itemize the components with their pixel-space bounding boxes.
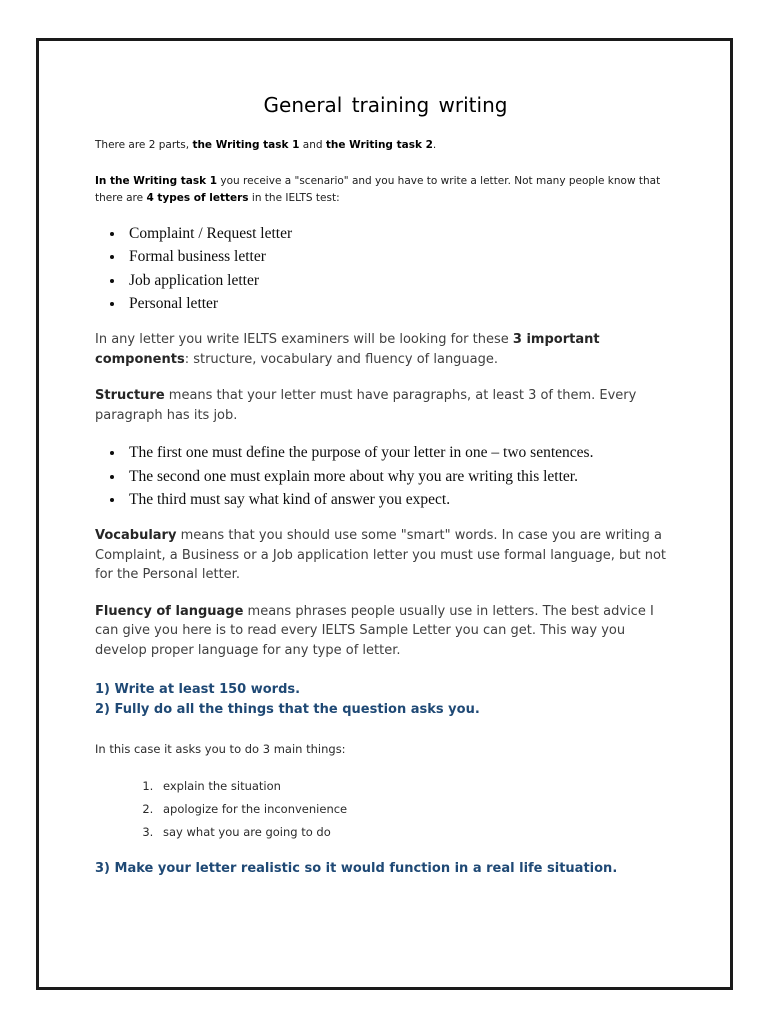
letter-types-list [125, 224, 676, 314]
paragraph-task1 [95, 173, 676, 206]
case-steps-list [157, 779, 676, 840]
structure-rules-list [125, 443, 676, 509]
bold-text-run: Structure [95, 388, 165, 404]
text-run: means that you should use some "smart" words. In case you are writing a Complaint, a Business or a Job application letter you must use formal language, but not for the Personal letter. [95, 528, 667, 583]
rule-2-heading: 2) Fully do all the things that the question asks you. [95, 701, 480, 717]
blue-rules-block [95, 680, 676, 719]
list-item: 2. apologize for the inconvenience [157, 802, 676, 817]
text-run: There are 2 parts, [95, 139, 193, 151]
list-item: 3. say what you are going to do [157, 825, 676, 840]
rule-3-heading: 3) Make your letter realistic so it would function in a real life situation. [95, 861, 618, 877]
document-title: General training writing [263, 93, 508, 117]
list-item: • The first one must define the purpose of your letter in one – two sentences. [125, 443, 676, 462]
paragraph-vocabulary [95, 526, 676, 585]
text-run: : structure, vocabulary and fluency of language. [184, 351, 499, 367]
text-run: means phrases people usually use in letters. The best advice I can give you here is to read every IELTS Sample Letter you can get. This way you develop proper language for any type of letter. [95, 603, 654, 658]
list-item: • Formal business letter [125, 247, 676, 266]
list-item: 1. explain the situation [157, 779, 676, 794]
bold-text-run: 4 types of letters [146, 191, 249, 204]
list-item: • Personal letter [125, 294, 676, 313]
paragraph-structure [95, 386, 676, 425]
paragraph-components [95, 330, 676, 369]
text-run: In any letter you write IELTS examiners will be looking for these [95, 332, 513, 348]
list-item: • The third must say what kind of answer you expect. [125, 490, 676, 509]
list-item: • Job application letter [125, 271, 676, 290]
list-item: • Complaint / Request letter [125, 224, 676, 243]
bold-text-run: 3 important components [95, 332, 600, 367]
page-border [36, 38, 733, 990]
paragraph-intro [95, 137, 676, 153]
bold-text-run: the Writing task 1 [192, 139, 300, 151]
text-run: and [299, 139, 326, 151]
text-run: in the IELTS test: [248, 191, 340, 204]
paragraph-fluency [95, 602, 676, 661]
rule-1-heading: 1) Write at least 150 words. [95, 682, 301, 698]
text-run: means that your letter must have paragraphs, at least 3 of them. Every paragraph has its job. [95, 388, 637, 423]
list-item: • The second one must explain more about why you are writing this letter. [125, 467, 676, 486]
paragraph-case-intro: In this case it asks you to do 3 main things: [95, 742, 346, 757]
text-run: you receive a "scenario" and you have to write a letter. Not many people know that there are [95, 175, 661, 204]
page-content [39, 41, 730, 879]
text-run: . [432, 139, 437, 151]
bold-text-run: Vocabulary [95, 528, 177, 544]
bold-text-run: the Writing task 2 [325, 139, 433, 151]
bold-text-run: Fluency of language [95, 603, 244, 619]
bold-text-run: In the Writing task 1 [95, 175, 218, 188]
